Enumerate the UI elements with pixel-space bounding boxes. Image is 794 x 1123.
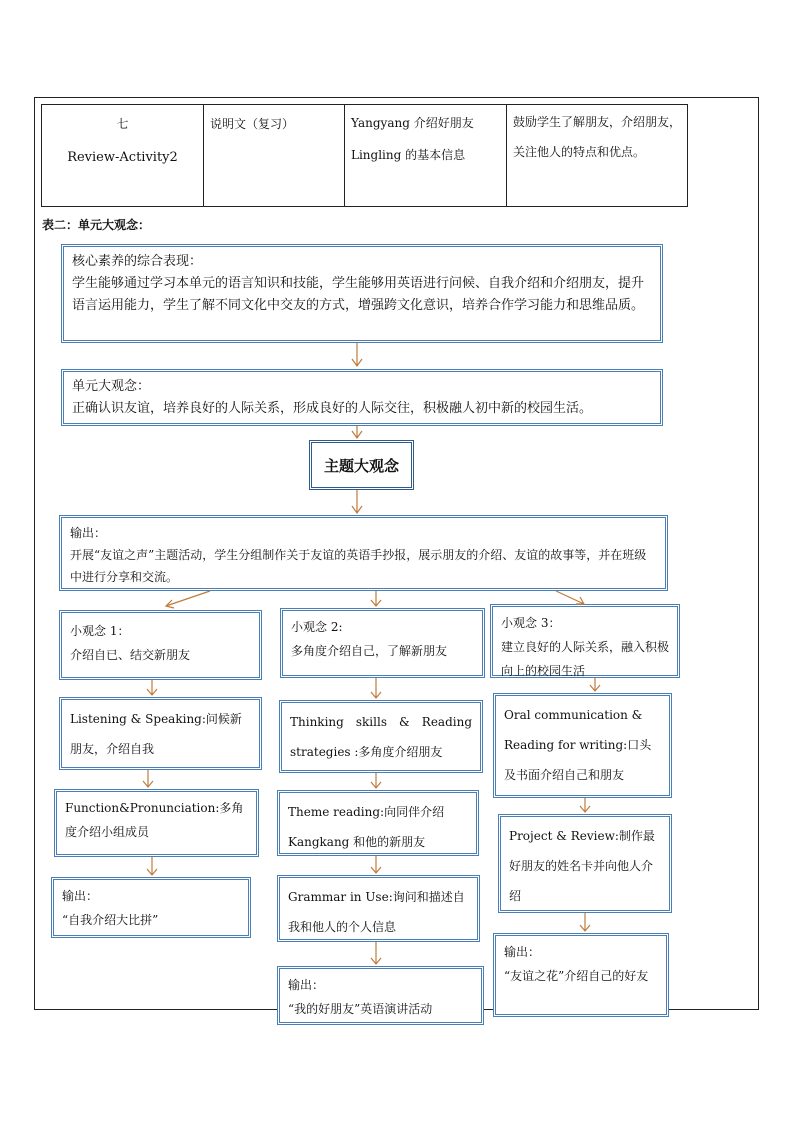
arrow-icon — [147, 857, 157, 875]
lesson-name: Review-Activity2 — [67, 150, 178, 165]
small-idea-3: 小观念 3： 建立良好的人际关系，融入积极向上的校园生活 — [490, 604, 680, 678]
arrow-icon — [143, 770, 153, 787]
output-1-box: 输出： “自我介绍大比拼” — [51, 877, 251, 938]
lesson-number: 七 — [116, 117, 129, 131]
arrow-icon — [147, 680, 157, 695]
table-caption: 表二：单元大观念： — [42, 218, 151, 232]
listening-speaking-box: Listening & Speaking:问候新朋友，介绍自我 — [59, 697, 262, 770]
thinking-reading-box: Thinking skills & Reading strategies :多角度介绍朋友 — [279, 700, 483, 773]
arrow-icon — [371, 591, 381, 606]
arrow-icon — [352, 426, 362, 438]
core-title: 核心素养的综合表现： — [72, 254, 203, 269]
grammar-box: Grammar in Use:询问和描述自我和他人的个人信息 — [277, 875, 480, 942]
content-line-1: Yangyang 介绍好朋友 — [351, 116, 474, 130]
content-line-2: Lingling 的基本信息 — [351, 148, 466, 162]
small-idea-2: 小观念 2: 多角度介绍自己，了解新朋友 — [280, 608, 485, 678]
goal-cell: 鼓励学生了解朋友，介绍朋友，关注他人的特点和优点。 — [507, 105, 688, 207]
arrow-icon — [556, 591, 584, 604]
arrow-icon — [580, 913, 590, 931]
arrow-icon — [371, 942, 381, 964]
theme-reading-box: Theme reading:向同伴介绍Kangkang 和他的新朋友 — [277, 790, 479, 856]
arrow-icon — [352, 343, 362, 366]
arrow-icon — [371, 773, 381, 788]
theme-box: 主题大观念 — [309, 440, 414, 490]
unit-text: 正确认识友谊，培养良好的人际关系，形成良好的人际交往，积极融人初中新的校园生活。 — [72, 401, 593, 416]
text-type-cell: 说明文（复习） — [204, 105, 345, 207]
arrow-icon — [590, 678, 600, 691]
main-output-title: 输出： — [70, 526, 107, 540]
arrow-icon — [352, 490, 362, 513]
main-output-text: 开展“友谊之声”主题活动，学生分组制作关于友谊的英语手抄报，展示朋友的介绍、友谊的故事等，并在班级中进行分享和交流。 — [70, 548, 647, 584]
arrow-icon — [166, 591, 210, 608]
core-text: 学生能够通过学习本单元的语言知识和技能，学生能够用英语进行问候、自我介绍和介绍朋友，提升语言运用能力，学生了解不同文化中交友的方式，增强跨文化意识，培养合作学习能力和思维品质。 — [72, 276, 645, 313]
project-review-box: Project & Review:制作最好朋友的姓名卡并向他人介绍 — [498, 814, 672, 913]
output-2-box: 输出： “我的好朋友”英语演讲活动 — [277, 966, 484, 1025]
function-pronunciation-box: Function&Pronunciation:多角度介绍小组成员 — [54, 789, 259, 857]
small-idea-1: 小观念 1： 介绍自已、结交新朋友 — [59, 610, 262, 680]
arrow-icon — [371, 856, 381, 873]
output-3-box: 输出： “友谊之花”介绍自己的好友 — [493, 933, 669, 1017]
arrow-icon — [580, 798, 590, 812]
arrow-icon — [371, 678, 381, 698]
oral-communication-box: Oral communication & Reading for writing:口头及书面介绍自己和朋友 — [493, 693, 672, 798]
unit-title: 单元大观念： — [72, 379, 151, 394]
